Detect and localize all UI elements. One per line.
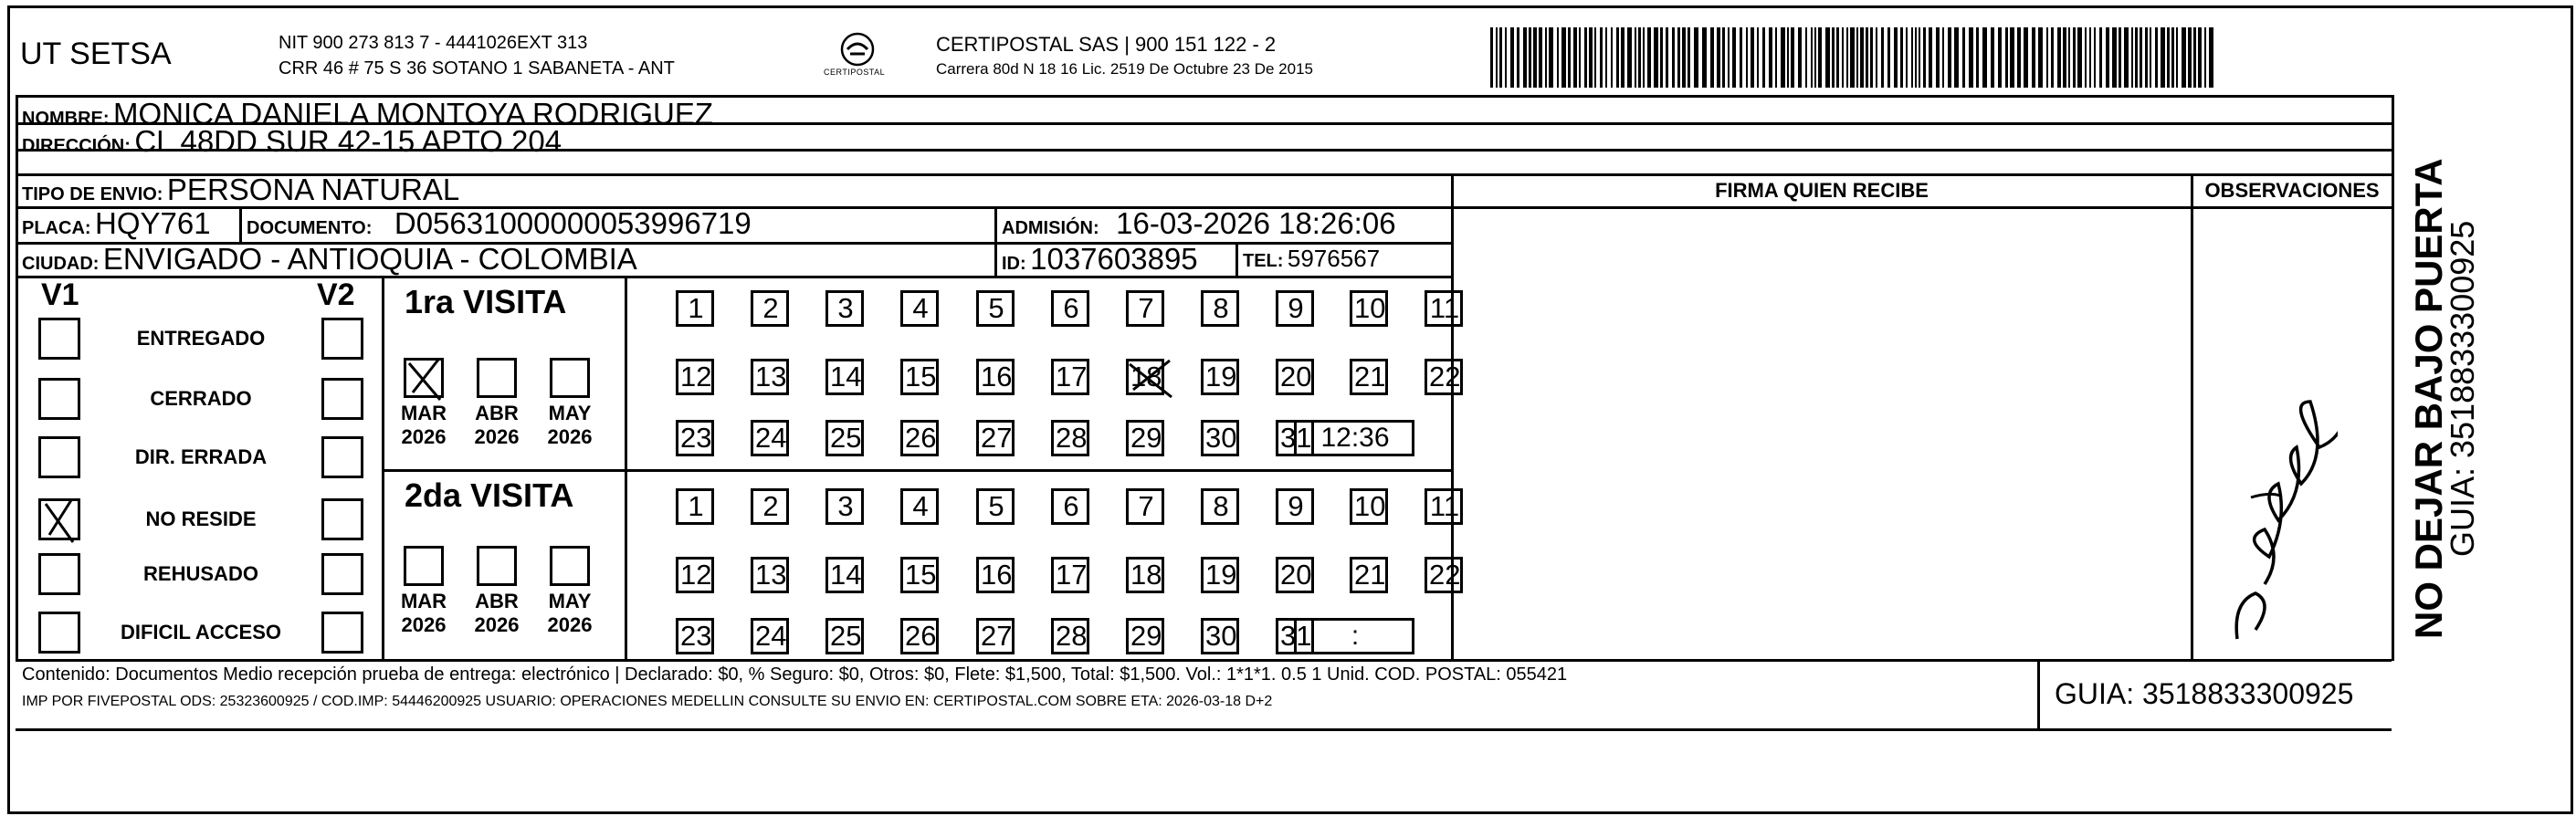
barcode-bar (1919, 27, 1920, 88)
month-label: MAR (400, 402, 447, 424)
day-box[interactable]: 27 (976, 618, 1015, 654)
barcode-bar (1906, 27, 1908, 88)
grid-line (16, 659, 2392, 662)
barcode-bar (1836, 27, 1839, 88)
ciudad-row (22, 242, 637, 277)
barcode-bar (2073, 27, 2076, 88)
day-box[interactable]: 4 (900, 290, 939, 327)
direccion-row (22, 124, 562, 159)
status-v2-checkbox[interactable] (321, 436, 363, 478)
barcode-bar (2051, 27, 2054, 88)
barcode-bar (2155, 27, 2158, 88)
barcode-bar (2106, 27, 2109, 88)
month-label: ABR (475, 402, 519, 424)
day-box[interactable]: 23 (676, 420, 714, 456)
barcode-bar (1666, 27, 1668, 88)
barcode-bar (1894, 27, 1898, 88)
day-box[interactable]: 24 (751, 420, 789, 456)
barcode-bar (2089, 27, 2091, 88)
barcode-bar (2161, 27, 2165, 88)
barcode-bar (1517, 27, 1519, 88)
day-box[interactable]: 9 (1276, 290, 1314, 327)
day-box[interactable]: 17 (1051, 557, 1089, 593)
barcode-bar (1740, 27, 1742, 88)
barcode-bar (2198, 27, 2202, 88)
nombre-label: NOMBRE: (22, 109, 110, 129)
nombre-value: MONICA DANIELA MONTOYA RODRIGUEZ (113, 97, 714, 131)
day-box[interactable]: 1 (676, 290, 714, 327)
documento-label: DOCUMENTO: (247, 218, 373, 238)
day-box[interactable]: 2 (751, 488, 789, 525)
barcode-bar (1499, 27, 1502, 88)
barcode-bar (1757, 27, 1759, 88)
barcode-bar (1887, 27, 1890, 88)
barcode-bar (2099, 27, 2102, 88)
grid-line (1451, 206, 2392, 209)
barcode-bar (1710, 27, 1714, 88)
barcode-bar (1850, 27, 1855, 88)
barcode-bar (1638, 27, 1641, 88)
day-box[interactable]: 16 (976, 359, 1015, 395)
id-row (1002, 242, 1198, 277)
day-box[interactable]: 27 (976, 420, 1015, 456)
month-check-mark (407, 360, 442, 394)
barcode-bar (1976, 27, 1979, 88)
barcode-bar (1545, 27, 1547, 88)
status-label: DIR. ERRADA (134, 445, 268, 468)
status-v2-checkbox[interactable] (321, 318, 363, 360)
day-box[interactable]: 26 (900, 618, 939, 654)
barcode-bar (2145, 27, 2148, 88)
tipo-label: TIPO DE ENVIO: (22, 184, 163, 204)
barcode-bar (1728, 27, 1730, 88)
month-checkbox[interactable] (477, 358, 517, 398)
documento-value: D05631000000053996719 (394, 206, 752, 240)
id-value: 1037603895 (1030, 242, 1198, 276)
barcode-bar (1523, 27, 1527, 88)
barcode-bar (1533, 27, 1537, 88)
grid-line (1235, 242, 1238, 276)
observaciones-header: OBSERVACIONES (2204, 179, 2380, 202)
barcode-bar (1856, 27, 1858, 88)
direccion-value: CL 48DD SUR 42-15 APTO 204 (134, 124, 563, 158)
barcode-bar (2167, 27, 2170, 88)
visit-time-box[interactable]: : (1294, 618, 1414, 654)
day-box[interactable]: 16 (976, 557, 1015, 593)
barcode-bar (1694, 27, 1698, 88)
tipo-value: PERSONA NATURAL (166, 173, 460, 206)
first-visit-title: 1ra VISITA (405, 283, 567, 320)
month-year: 2026 (474, 425, 520, 448)
company-nit: NIT 900 273 813 7 - 4441026EXT 313 (279, 33, 588, 53)
barcode-bar (1660, 27, 1663, 88)
month-year: 2026 (401, 613, 447, 636)
barcode-bar (1805, 27, 1807, 88)
barcode-bar (2024, 27, 2028, 88)
barcode-bar (2063, 27, 2066, 88)
month-label: MAY (548, 590, 592, 612)
day-box[interactable]: 7 (1126, 290, 1164, 327)
barcode-bar (2032, 27, 2035, 88)
barcode-bar (1876, 27, 1877, 88)
month-checkbox[interactable] (477, 546, 517, 586)
barcode-bar (1573, 27, 1577, 88)
barcode-bar (1911, 27, 1913, 88)
day-box[interactable]: 7 (1126, 488, 1164, 525)
barcode-bar (1751, 27, 1754, 88)
barcode-bar (1948, 27, 1951, 88)
carrier-address: Carrera 80d N 18 16 Lic. 2519 De Octubre 23 De 2015 (936, 60, 1313, 78)
barcode-bar (1688, 27, 1690, 88)
placa-row (22, 206, 211, 241)
barcode-bar (2135, 27, 2138, 88)
carrier-name: CERTIPOSTAL SAS | 900 151 122 - 2 (936, 33, 1277, 56)
barcode-bar (1732, 27, 1736, 88)
day-box[interactable]: 25 (825, 618, 864, 654)
id-label: ID: (1002, 254, 1026, 274)
barcode-bar (1942, 27, 1944, 88)
day-box[interactable]: 10 (1350, 488, 1388, 525)
barcode-bar (1814, 27, 1816, 88)
barcode-bar (2005, 27, 2008, 88)
admision-value: 16-03-2026 18:26:06 (1116, 206, 1396, 240)
barcode-bar (1722, 27, 1725, 88)
status-v2-checkbox[interactable] (321, 553, 363, 595)
certipostal-logo (820, 31, 895, 82)
day-box[interactable]: 22 (1425, 557, 1463, 593)
barcode-bar (1781, 27, 1785, 88)
barcode-bar (1791, 27, 1794, 88)
barcode-bar (1589, 27, 1593, 88)
month-label: MAR (400, 590, 447, 612)
day-box[interactable]: 22 (1425, 359, 1463, 395)
direccion-label: DIRECCIÓN: (22, 136, 131, 156)
day-box[interactable]: 31 (1276, 618, 1314, 654)
barcode-bar (1600, 27, 1603, 88)
grid-line (382, 469, 1452, 472)
barcode-bar (2150, 27, 2151, 88)
barcode-bar (2017, 27, 2021, 88)
barcode-bar (1818, 27, 1822, 88)
month-checkbox[interactable] (550, 546, 590, 586)
barcode-bar (2188, 27, 2192, 88)
day-box[interactable]: 1 (676, 488, 714, 525)
day-box[interactable]: 28 (1051, 618, 1089, 654)
barcode-bar (1798, 27, 1802, 88)
second-visit-title: 2da VISITA (405, 476, 574, 514)
day-box[interactable]: 30 (1201, 618, 1239, 654)
side-guia: GUIA: 3518833300925 (2444, 220, 2481, 557)
barcode-bar (1594, 27, 1596, 88)
barcode-bar (1682, 27, 1686, 88)
barcode-bar (1860, 27, 1864, 88)
barcode-bar (1954, 27, 1959, 88)
barcode (1490, 27, 2216, 89)
barcode-bar (2209, 27, 2213, 88)
day-box[interactable]: 11 (1425, 290, 1463, 327)
footer-print-info: IMP POR FIVEPOSTAL ODS: 25323600925 / COD.IMP: 54446200925 USUARIO: OPERACIONES MEDELLIN CONSULTE SU ENVIO EN: CERTIPOSTAL.COM SOBRE ETA: 2026-03-18 D+2 (22, 694, 1273, 709)
barcode-bar (1982, 27, 1987, 88)
day-box[interactable]: 28 (1051, 420, 1089, 456)
grid-line (382, 276, 384, 661)
barcode-bar (1762, 27, 1765, 88)
footer-guia: GUIA: 3518833300925 (2055, 677, 2354, 710)
barcode-bar (1605, 27, 1607, 88)
day-box[interactable]: 19 (1201, 359, 1239, 395)
barcode-bar (1654, 27, 1658, 88)
barcode-bar (1561, 27, 1566, 88)
day-box[interactable]: 14 (825, 359, 864, 395)
day-box[interactable]: 18 (1126, 557, 1164, 593)
company-address: CRR 46 # 75 S 36 SOTANO 1 SABANETA - ANT (279, 58, 675, 78)
barcode-bar (1969, 27, 1973, 88)
v2-label: V2 (317, 277, 355, 312)
barcode-bar (1746, 27, 1748, 88)
barcode-bar (1915, 27, 1917, 88)
barcode-bar (1539, 27, 1542, 88)
day-box[interactable]: 20 (1276, 359, 1314, 395)
barcode-bar (1998, 27, 2002, 88)
day-box[interactable]: 10 (1350, 290, 1388, 327)
barcode-bar (1510, 27, 1514, 88)
day-box[interactable]: 2 (751, 290, 789, 327)
firma-header: FIRMA QUIEN RECIBE (1715, 179, 1929, 202)
barcode-bar (2131, 27, 2133, 88)
tel-value: 5976567 (1287, 245, 1381, 272)
barcode-bar (1900, 27, 1903, 88)
barcode-bar (1717, 27, 1720, 88)
grid-line (2037, 659, 2040, 729)
barcode-bar (1866, 27, 1868, 88)
month-year: 2026 (547, 425, 593, 448)
month-checkbox[interactable] (404, 546, 444, 586)
status-v1-checkbox[interactable] (38, 378, 80, 420)
barcode-bar (2068, 27, 2070, 88)
documento-row (247, 206, 752, 241)
barcode-bar (1549, 27, 1553, 88)
grid-line (239, 206, 242, 243)
grid-line (16, 728, 2392, 731)
month-year: 2026 (474, 613, 520, 636)
tel-label: TEL: (1243, 251, 1284, 271)
day-box[interactable]: 29 (1126, 618, 1164, 654)
day-cross-mark (1128, 361, 1173, 392)
day-box[interactable]: 14 (825, 557, 864, 593)
barcode-bar (1584, 27, 1587, 88)
footer-contents: Contenido: Documentos Medio recepción prueba de entrega: electrónico | Declarado: $0, % Seguro: $0, Otros: $0, Flete: $1,500, Total: $1,500. Vol.: 1*1*1. 0.5 1 Unid. COD. POSTAL: 055421 (22, 664, 1568, 685)
barcode-bar (2176, 27, 2178, 88)
status-check-mark (44, 500, 75, 537)
grid-line (994, 206, 997, 276)
barcode-bar (2124, 27, 2129, 88)
placa-label: PLACA: (22, 218, 91, 238)
day-box[interactable]: 8 (1201, 290, 1239, 327)
barcode-bar (1505, 27, 1507, 88)
grid-line (625, 276, 627, 661)
status-label: REHUSADO (143, 562, 258, 585)
company-name: UT SETSA (20, 37, 172, 71)
day-box[interactable]: 13 (751, 557, 789, 593)
barcode-bar (2010, 27, 2014, 88)
day-box[interactable]: 5 (976, 290, 1015, 327)
day-box[interactable]: 20 (1276, 557, 1314, 593)
barcode-bar (1672, 27, 1675, 88)
barcode-bar (1490, 27, 1493, 88)
month-label: MAY (548, 402, 592, 424)
barcode-bar (1621, 27, 1624, 88)
day-box[interactable]: 17 (1051, 359, 1089, 395)
barcode-bar (1611, 27, 1613, 88)
day-box[interactable]: 23 (676, 618, 714, 654)
barcode-bar (1579, 27, 1581, 88)
day-box[interactable]: 9 (1276, 488, 1314, 525)
tipo-row (22, 173, 459, 207)
day-box[interactable]: 29 (1126, 420, 1164, 456)
status-label: DIFICIL ACCESO (120, 621, 281, 643)
day-box[interactable]: 18 (1126, 359, 1164, 395)
status-v1-checkbox[interactable] (38, 553, 80, 595)
grid-line (2191, 173, 2193, 661)
barcode-bar (1529, 27, 1531, 88)
day-box[interactable]: 12 (676, 359, 714, 395)
day-box[interactable]: 31 (1276, 420, 1314, 456)
placa-value: HQY761 (95, 206, 211, 240)
barcode-bar (1870, 27, 1873, 88)
barcode-bar (1991, 27, 1994, 88)
month-year: 2026 (401, 425, 447, 448)
status-v1-checkbox[interactable] (38, 612, 80, 654)
day-box[interactable]: 15 (900, 557, 939, 593)
day-box[interactable]: 24 (751, 618, 789, 654)
barcode-bar (1702, 27, 1707, 88)
barcode-bar (1825, 27, 1830, 88)
barcode-bar (2204, 27, 2206, 88)
barcode-bar (1647, 27, 1651, 88)
barcode-bar (2038, 27, 2043, 88)
day-box[interactable]: 13 (751, 359, 789, 395)
day-box[interactable]: 19 (1201, 557, 1239, 593)
month-label: ABR (475, 590, 519, 612)
day-box[interactable]: 15 (900, 359, 939, 395)
tel-row (1243, 245, 1380, 273)
day-box[interactable]: 30 (1201, 420, 1239, 456)
admision-row (1002, 206, 1396, 241)
status-label: CERRADO (150, 387, 252, 410)
barcode-bar (2077, 27, 2082, 88)
month-checkbox[interactable] (550, 358, 590, 398)
v1-label: V1 (41, 277, 79, 312)
day-box[interactable]: 3 (825, 290, 864, 327)
status-v2-checkbox[interactable] (321, 612, 363, 654)
day-box[interactable]: 11 (1425, 488, 1463, 525)
status-v1-checkbox[interactable] (38, 318, 80, 360)
status-label: NO RESIDE (145, 507, 257, 530)
barcode-bar (1846, 27, 1848, 88)
admision-label: ADMISIÓN: (1002, 218, 1099, 238)
day-box[interactable]: 21 (1350, 557, 1388, 593)
barcode-bar (1962, 27, 1965, 88)
side-warning: NO DEJAR BAJO PUERTA (2407, 158, 2450, 639)
grid-line (16, 95, 18, 661)
barcode-bar (1568, 27, 1571, 88)
barcode-bar (2094, 27, 2096, 88)
day-box[interactable]: 8 (1201, 488, 1239, 525)
barcode-bar (1635, 27, 1636, 88)
day-box[interactable]: 25 (825, 420, 864, 456)
day-box[interactable]: 12 (676, 557, 714, 593)
barcode-bar (1677, 27, 1680, 88)
day-box[interactable]: 26 (900, 420, 939, 456)
barcode-bar (1929, 27, 1932, 88)
ciudad-label: CIUDAD: (22, 254, 100, 274)
barcode-bar (1775, 27, 1777, 88)
day-box[interactable]: 3 (825, 488, 864, 525)
barcode-bar (1643, 27, 1645, 88)
barcode-bar (1769, 27, 1772, 88)
barcode-bar (2057, 27, 2061, 88)
grid-line (2392, 95, 2394, 150)
barcode-bar (1923, 27, 1926, 88)
barcode-bar (1496, 27, 1498, 88)
status-label: ENTREGADO (136, 327, 266, 350)
barcode-bar (1832, 27, 1835, 88)
barcode-bar (1787, 27, 1789, 88)
status-v1-checkbox[interactable] (38, 436, 80, 478)
ciudad-value: ENVIGADO - ANTIOQUIA - COLOMBIA (102, 242, 637, 276)
day-box[interactable]: 21 (1350, 359, 1388, 395)
handwritten-signature (2210, 310, 2338, 648)
barcode-bar (1881, 27, 1884, 88)
status-v2-checkbox[interactable] (321, 498, 363, 540)
day-box[interactable]: 4 (900, 488, 939, 525)
barcode-bar (1616, 27, 1619, 88)
barcode-bar (1936, 27, 1940, 88)
barcode-bar (2085, 27, 2087, 88)
barcode-bar (2171, 27, 2174, 88)
day-box[interactable]: 6 (1051, 290, 1089, 327)
logo-text: CERTIPOSTAL (824, 68, 886, 77)
barcode-bar (2112, 27, 2117, 88)
visit-time-box[interactable]: 12:36 (1294, 420, 1414, 456)
grid-line (2392, 173, 2394, 661)
barcode-bar (2119, 27, 2121, 88)
month-year: 2026 (547, 613, 593, 636)
barcode-bar (1842, 27, 1844, 88)
barcode-bar (2140, 27, 2142, 88)
barcode-bar (2182, 27, 2186, 88)
barcode-bar (1557, 27, 1559, 88)
day-box[interactable]: 5 (976, 488, 1015, 525)
barcode-bar (1627, 27, 1632, 88)
status-v2-checkbox[interactable] (321, 378, 363, 420)
day-box[interactable]: 6 (1051, 488, 1089, 525)
barcode-bar (2193, 27, 2196, 88)
grid-line (2392, 149, 2394, 176)
barcode-bar (1811, 27, 1813, 88)
barcode-bar (2046, 27, 2048, 88)
